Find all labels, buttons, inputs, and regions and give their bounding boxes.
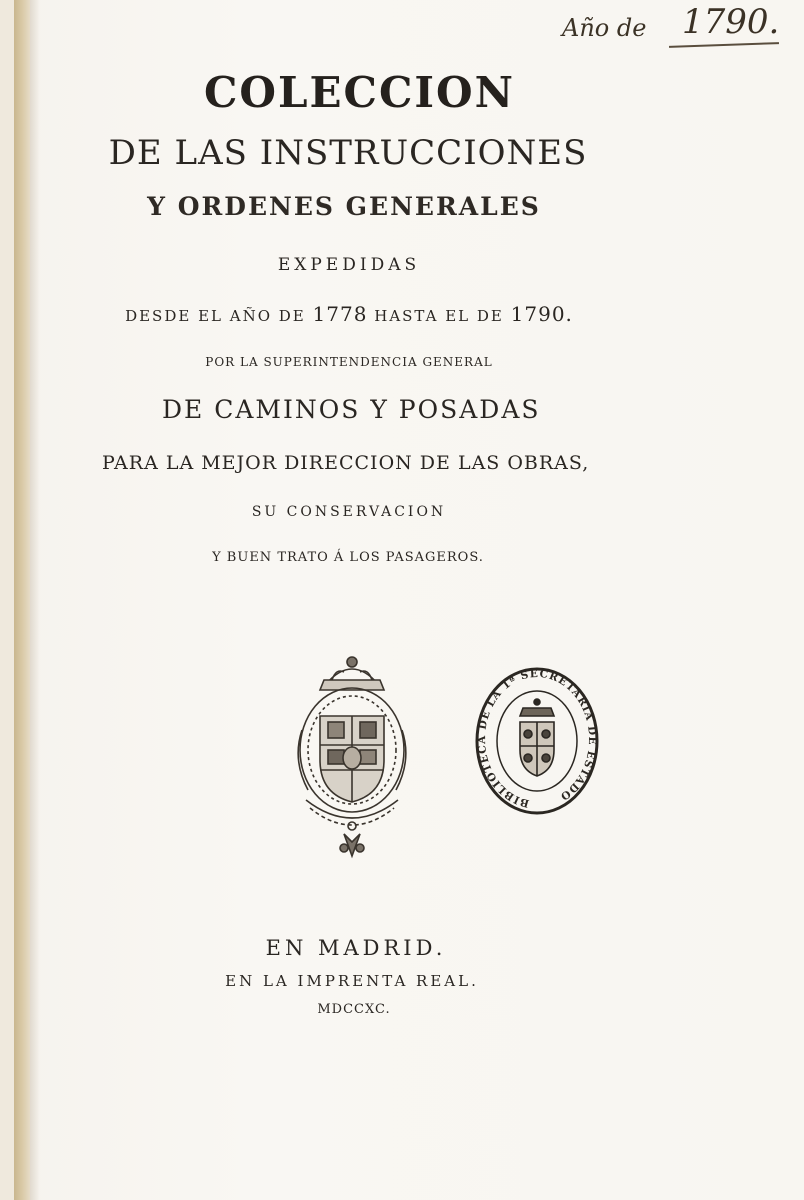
date-range-middle: HASTA EL DE <box>374 307 504 325</box>
title-line-9: SU CONSERVACION <box>251 504 447 520</box>
title-line-10: Y BUEN TRATO Á LOS PASAGEROS. <box>212 550 484 565</box>
year-from: 1778 <box>312 302 368 326</box>
year-to: 1790. <box>510 302 573 326</box>
library-stamp-text: BIBLIOTECA DE LA 1ª SECRETARIA DE ESTADO <box>476 667 599 810</box>
title-line-1: COLECCION <box>204 68 516 117</box>
binding-edge <box>14 0 30 1200</box>
date-range-prefix: DESDE EL AÑO DE <box>125 307 306 325</box>
handwritten-year-label: Año de <box>562 14 647 42</box>
imprint-press: EN LA IMPRENTA REAL. <box>225 972 479 990</box>
title-line-2: DE LAS INSTRUCCIONES <box>108 133 588 173</box>
page-fold-shadow <box>30 0 40 1200</box>
title-line-4: EXPEDIDAS <box>277 255 421 275</box>
library-stamp-icon <box>474 666 600 816</box>
title-page <box>14 0 804 1200</box>
imprint-city: EN MADRID. <box>265 936 447 960</box>
faint-pencil-mark <box>618 200 638 231</box>
handwritten-underline <box>669 42 779 48</box>
title-line-6: POR LA SUPERINTENDENCIA GENERAL <box>205 355 493 369</box>
title-line-5 <box>118 302 580 326</box>
imprint-year: MDCCXC. <box>317 1002 391 1017</box>
title-line-7: DE CAMINOS Y POSADAS <box>162 395 541 424</box>
royal-coat-of-arms-icon <box>280 650 424 860</box>
title-line-3: Y ORDENES GENERALES <box>147 192 541 221</box>
handwritten-year: 1790. <box>682 2 780 42</box>
title-line-8: PARA LA MEJOR DIRECCION DE LAS OBRAS, <box>102 452 590 474</box>
